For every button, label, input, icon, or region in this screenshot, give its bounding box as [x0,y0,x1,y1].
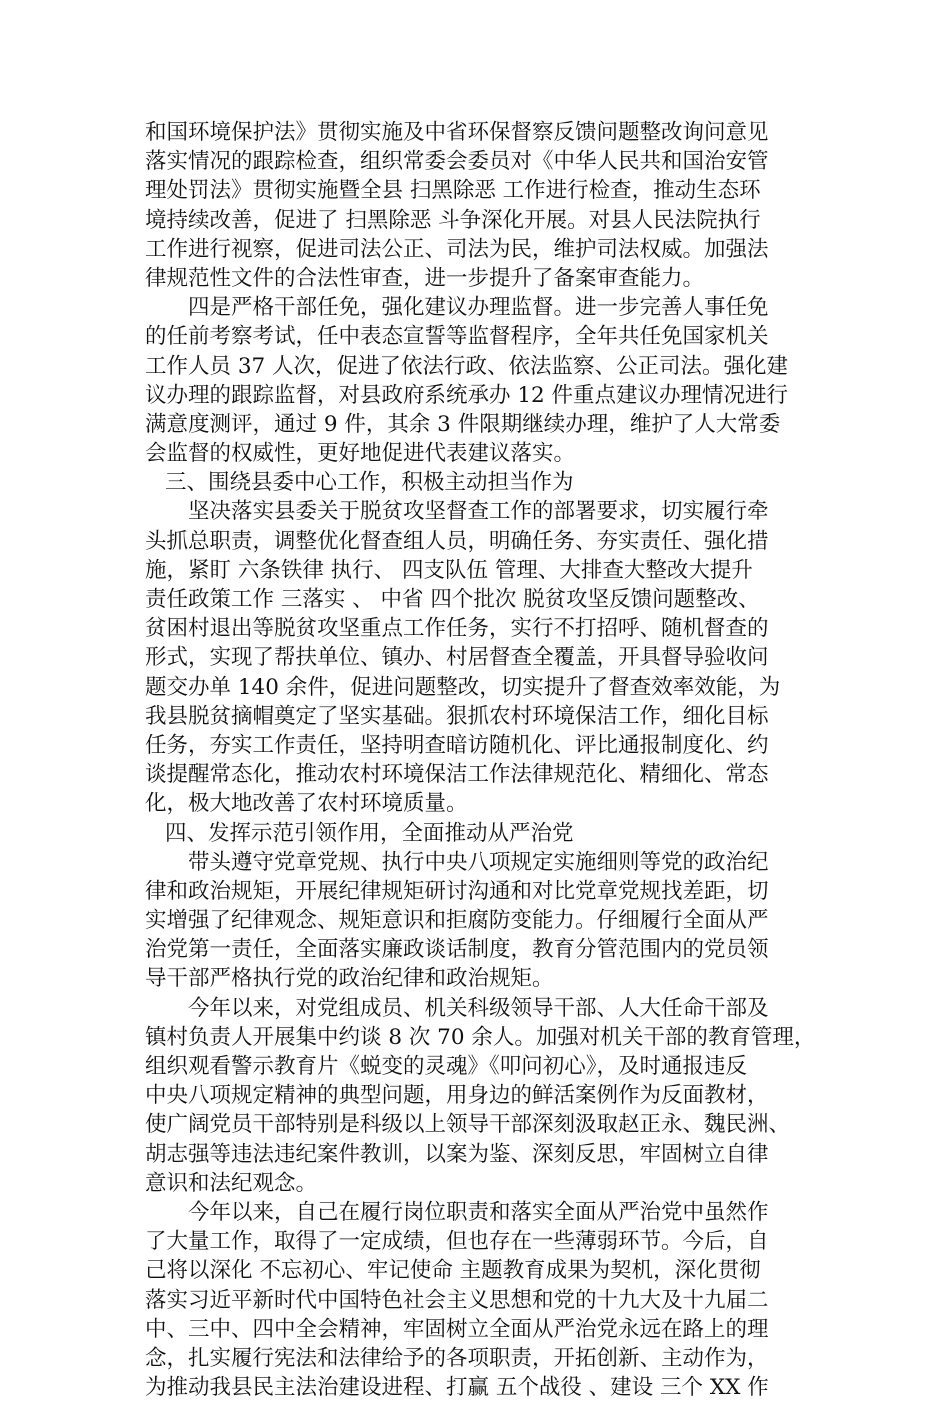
text-line: 贫困村退出等脱贫攻坚重点工作任务，实行不打招呼、随机督查的 [145,616,769,642]
text-line: 为推动我县民主法治建设进程、打赢 五个战役 、建设 三个 XX 作 [145,1375,769,1401]
text-line: 会监督的权威性，更好地促进代表建议落实。 [145,441,576,467]
text-line: 任务，夯实工作责任，坚持明查暗访随机化、评比通报制度化、约 [145,732,769,758]
text-line: 治党第一责任，全面落实廉政谈话制度，教育分管范围内的党员领 [145,937,769,963]
text-line: 今年以来，对党组成员、机关科级领导干部、人大任命干部及 [188,995,769,1021]
text-line: 组织观看警示教育片《蜕变的灵魂》《叩问初心》，及时通报违反 [145,1054,748,1079]
text-line: 责任政策工作 三落实 、 中省 四个批次 脱贫攻坚反馈问题整改、 [145,587,760,612]
text-line: 意识和法纪观念。 [145,1170,318,1196]
text-line: 四是严格干部任免，强化建议办理监督。进一步完善人事任免 [188,295,769,321]
text-line: 镇村负责人开展集中约谈 8 次 70 余人。加强对机关干部的教育管理， [145,1024,816,1050]
text-line: 律和政治规矩，开展纪律规矩研讨沟通和对比党章党规找差距，切 [145,878,769,904]
text-line: 己将以深化 不忘初心、牢记使命 主题教育成果为契机，深化贯彻 [145,1258,761,1284]
text-line: 念，扎实履行宪法和法律给予的各项职责，开拓创新、主动作为， [145,1345,769,1371]
text-line: 理处罚法》贯彻实施暨全县 扫黑除恶 工作进行检查，推动生态环 [145,178,761,204]
text-line: 使广阔党员干部特别是科级以上领导干部深刻汲取赵正永、魏民洲、 [145,1112,791,1138]
text-line: 坚决落实县委关于脱贫攻坚督查工作的部署要求，切实履行牵 [188,499,769,525]
text-line: 化，极大地改善了农村环境质量。 [145,791,468,817]
text-line: 满意度测评，通过 9 件，其余 3 件限期继续办理，维护了人大常委 [145,411,781,437]
text-line: 施，紧盯 六条铁律 执行、 四支队伍 管理、大排查大整改大提升 [145,557,753,583]
text-line: 导干部严格执行党的政治纪律和政治规矩。 [145,966,554,992]
text-line: 胡志强等违法违纪案件教训，以案为鉴、深刻反思，牢固树立自律 [145,1141,769,1167]
section-heading: 四、发挥示范引领作用，全面推动从严治党 [165,820,574,846]
text-line: 头抓总职责，调整优化督查组人员，明确任务、夯实责任、强化措 [145,528,769,554]
text-line: 中央八项规定精神的典型问题，用身边的鲜活案例作为反面教材， [145,1083,769,1109]
text-line: 工作人员 37 人次，促进了依法行政、依法监察、公正司法。强化建 [145,353,789,379]
text-line: 律规范性文件的合法性审查，进一步提升了备案审查能力。 [145,265,705,291]
text-line: 的任前考察考试，任中表态宣誓等监督程序，全年共任免国家机关 [145,324,769,350]
text-line: 境持续改善，促进了 扫黑除恶 斗争深化开展。对县人民法院执行 [145,207,761,233]
text-line: 落实情况的跟踪检查，组织常委会委员对《中华人民共和国治安管 [145,149,769,175]
document-page [145,118,825,1402]
text-line: 了大量工作，取得了一定成绩，但也存在一些薄弱环节。今后，自 [145,1229,769,1255]
text-line: 题交办单 140 余件，促进问题整改，切实提升了督查效率效能，为 [145,674,781,700]
text-line: 落实习近平新时代中国特色社会主义思想和党的十九大及十九届二 [145,1287,769,1313]
text-line: 议办理的跟踪监督，对县政府系统承办 12 件重点建议办理情况进行 [145,382,789,408]
text-line: 带头遵守党章党规、执行中央八项规定实施细则等党的政治纪 [188,849,769,875]
text-line: 今年以来，自己在履行岗位职责和落实全面从严治党中虽然作 [188,1199,769,1225]
section-heading: 三、围绕县委中心工作，积极主动担当作为 [165,470,574,496]
text-line: 中、三中、四中全会精神，牢固树立全面从严治党永远在路上的理 [145,1316,769,1342]
text-line: 工作进行视察，促进司法公正、司法为民，维护司法权威。加强法 [145,236,769,262]
text-line: 和国环境保护法》贯彻实施及中省环保督察反馈问题整改询问意见 [145,120,769,145]
text-line: 形式，实现了帮扶单位、镇办、村居督查全覆盖，开具督导验收问 [145,645,769,671]
text-line: 我县脱贫摘帽奠定了坚实基础。狠抓农村环境保洁工作，细化目标 [145,703,769,729]
text-line: 实增强了纪律观念、规矩意识和拒腐防变能力。仔细履行全面从严 [145,908,769,934]
text-line: 谈提醒常态化，推动农村环境保洁工作法律规范化、精细化、常态 [145,762,769,788]
